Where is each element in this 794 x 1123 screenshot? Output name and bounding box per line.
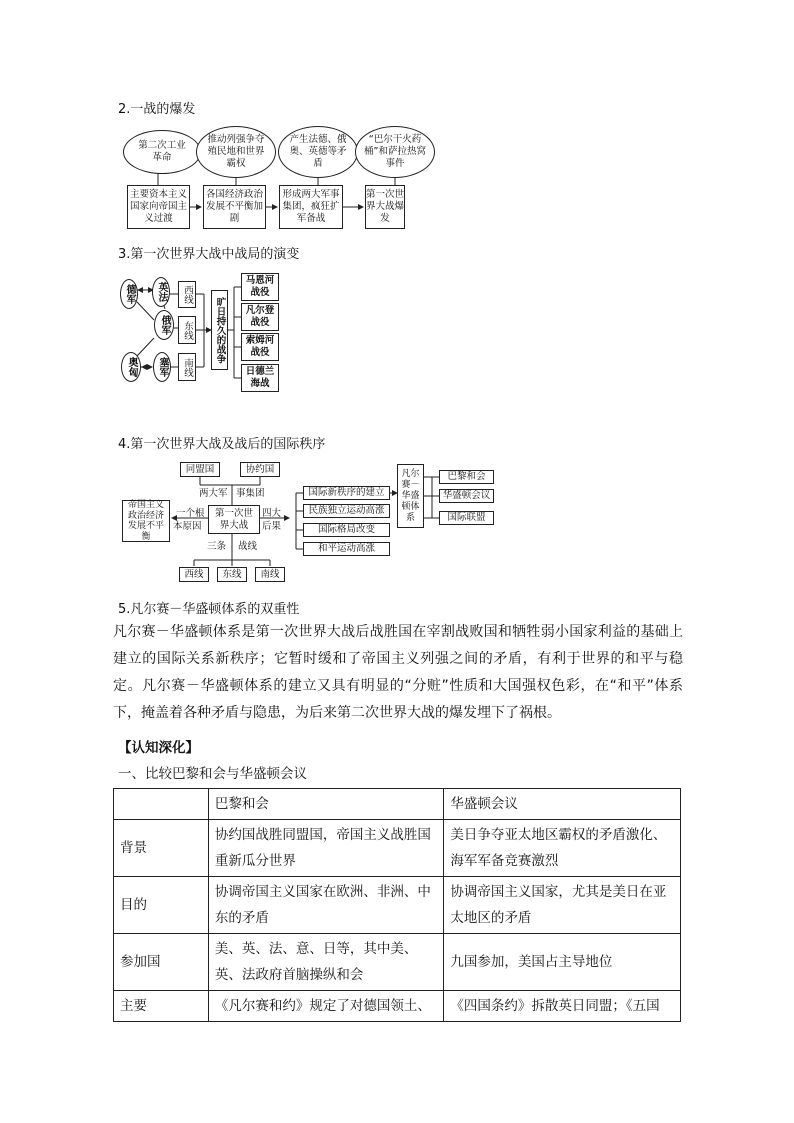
table-header-cell: 巴黎和会: [208, 789, 444, 820]
central-powers-box: 同盟国: [180, 462, 220, 477]
row-label-cell: 主要: [114, 991, 209, 1022]
table-row: [114, 877, 681, 934]
table-header-row: [114, 789, 681, 820]
battle-somme-box: 索姆河战役: [241, 333, 279, 361]
table-row: [114, 934, 681, 991]
effect-box-4: 第一次世界大战爆发: [365, 185, 405, 229]
section-5-title: 5.凡尔赛－华盛顿体系的双重性: [118, 602, 300, 617]
table-cell: 协调帝国主义国家，尤其是美日在亚太地区的矛盾: [444, 877, 681, 934]
serbia-node: 塞军: [153, 352, 171, 382]
austria-node: 奥匈: [121, 352, 141, 382]
consequence-box-3: 国际格局改变: [303, 523, 390, 537]
washington-conference-box: 华盛顿会议: [439, 489, 494, 503]
table-cell: 美、英、法、意、日等，其中美、英、法政府首脑操纵和会: [208, 934, 444, 991]
germany-node: 德军: [120, 279, 138, 309]
row-label-cell: 背景: [114, 820, 209, 877]
consequence-box-1: 国际新秩序的建立: [303, 486, 390, 500]
cause-ellipse-1: 第二次工业革命: [123, 130, 201, 174]
table-header-cell: 华盛顿会议: [444, 789, 681, 820]
paris-conference-box: 巴黎和会: [439, 470, 494, 484]
table-row: [114, 820, 681, 877]
root-cause-box: 帝国主义政治经济发展不平衡: [122, 500, 170, 542]
effect-box-3: 形成两大军事集团，疯狂扩军备战: [279, 185, 343, 229]
fronts-label: 战线: [238, 541, 258, 552]
cause-ellipse-3: 产生法德、俄奥、英德等矛盾: [278, 126, 358, 178]
cause-ellipse-2: 推动列强争夺殖民地和世界霸权: [196, 126, 276, 178]
table-cell: 九国参加，美国占主导地位: [444, 934, 681, 991]
versailles-washington-box: 凡尔赛－华盛顿体系: [397, 464, 424, 528]
s4-front-south-box: 南线: [255, 567, 285, 582]
battle-marne-box: 马恩河战役: [241, 273, 279, 301]
comparison-table: [113, 788, 681, 1022]
table-cell: 协调帝国主义国家在欧洲、非洲、中东的矛盾: [208, 877, 444, 934]
ww1-center-box: 第一次世界大战: [208, 505, 260, 534]
two-camps-label-2: 事集团: [236, 488, 265, 499]
table-row: [114, 991, 681, 1022]
front-south-box: 南线: [178, 353, 196, 381]
consequence-box-2: 民族独立运动高涨: [303, 504, 390, 518]
front-east-box: 东线: [178, 316, 196, 344]
one-root-label: 一个根: [176, 508, 205, 519]
protracted-war-box: 旷日持久的战争: [211, 290, 228, 370]
table-cell: 协约国战胜同盟国，帝国主义战胜国重新瓜分世界: [208, 820, 444, 877]
effect-box-2: 各国经济政治发展不平衡加剧: [203, 185, 266, 229]
front-west-box: 西线: [178, 281, 196, 308]
deepen-subtitle: 一、比较巴黎和会与华盛顿会议: [118, 766, 307, 782]
consequence-box-4: 和平运动高涨: [303, 542, 390, 556]
battle-jutland-box: 日德兰海战: [241, 364, 279, 392]
four-major-label-2: 后果: [262, 521, 282, 532]
three-label: 三条: [207, 541, 227, 552]
russia-node: 俄军: [154, 310, 174, 340]
table-cell: 美日争夺亚太地区霸权的矛盾激化、海军军备竞赛激烈: [444, 820, 681, 877]
row-label-cell: 目的: [114, 877, 209, 934]
one-root-label-2: 本原因: [173, 521, 202, 532]
section-5-paragraph: 凡尔赛－华盛顿体系是第一次世界大战后战胜国在宰割战败国和牺牲弱小国家利益的基础上建立的国际关系新秩序；它暂时缓和了帝国主义列强之间的矛盾，有利于世界的和平与稳定。凡尔赛－华盛顿体系的建立又具有明显的“分赃”性质和大国强权色彩，在“和平”体系下，掩盖着各种矛盾与隐患，为后来第二次世界大战的爆发埋下了祸根。: [113, 624, 683, 721]
battle-verdun-box: 凡尔登战役: [241, 303, 279, 331]
effect-box-1: 主要资本主义国家向帝国主义过渡: [127, 185, 190, 229]
league-of-nations-box: 国际联盟: [439, 511, 494, 525]
table-cell: 《四国条约》拆散英日同盟；《五国: [444, 991, 681, 1022]
s4-front-west-box: 西线: [179, 567, 209, 582]
four-major-label: 四大: [262, 508, 282, 519]
s4-front-east-box: 东线: [217, 567, 247, 582]
section-2-title: 2.一战的爆发: [118, 102, 196, 117]
anglofrench-node: 英法: [152, 277, 170, 307]
table-cell: 《凡尔赛和约》规定了对德国领土、: [208, 991, 444, 1022]
section-4-title: 4.第一次世界大战及战后的国际秩序: [118, 437, 326, 452]
two-camps-label: 两大军: [199, 488, 228, 499]
table-header-cell: [114, 789, 209, 820]
deepen-title: 【认知深化】: [118, 740, 199, 756]
row-label-cell: 参加国: [114, 934, 209, 991]
section-3-title: 3.第一次世界大战中战局的演变: [118, 247, 300, 262]
entente-box: 协约国: [240, 462, 280, 477]
cause-ellipse-4: “巴尔干火药桶”和萨拉热窝事件: [355, 126, 435, 178]
